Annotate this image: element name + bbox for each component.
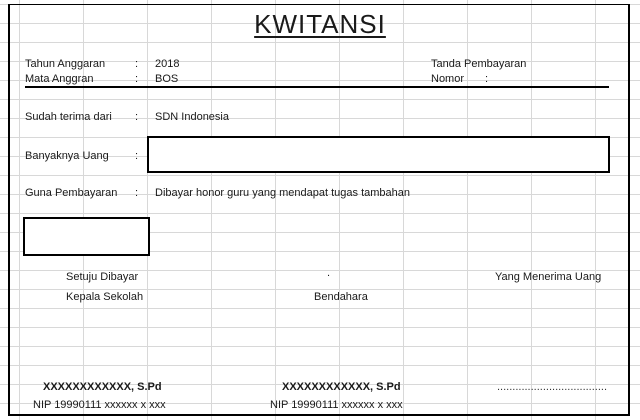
tahun-anggaran-label: Tahun Anggaran xyxy=(25,58,106,70)
bendahara-name: XXXXXXXXXXXX, S.Pd xyxy=(282,381,401,393)
yang-menerima-label: Yang Menerima Uang xyxy=(495,271,602,283)
setuju-dibayar-label: Setuju Dibayar xyxy=(66,271,139,283)
tanda-pembayaran-label: Tanda Pembayaran xyxy=(431,58,527,70)
guna-pembayaran-sep: : xyxy=(135,187,139,199)
guna-pembayaran-label: Guna Pembayaran xyxy=(25,187,118,199)
mata-anggaran-value: BOS xyxy=(155,73,179,85)
penerima-signature-line: .................................... xyxy=(497,381,608,393)
kepala-sekolah-nip: NIP 19990111 xxxxxx x xxx xyxy=(33,399,166,411)
kepala-sekolah-label: Kepala Sekolah xyxy=(66,291,144,303)
kepala-sekolah-name: XXXXXXXXXXXX, S.Pd xyxy=(43,381,162,393)
bendahara-nip: NIP 19990111 xxxxxx x xxx xyxy=(270,399,403,411)
tahun-anggaran-sep: : xyxy=(135,58,139,70)
amount-figure-box[interactable] xyxy=(23,217,150,256)
guna-pembayaran-value: Dibayar honor guru yang mendapat tugas tambahan xyxy=(155,187,411,199)
nomor-sep: : xyxy=(485,73,489,85)
receipt-title: KWITANSI xyxy=(254,9,386,39)
sudah-terima-label: Sudah terima dari xyxy=(25,111,112,123)
banyaknya-uang-sep: : xyxy=(135,150,139,162)
bendahara-label: Bendahara xyxy=(314,291,368,303)
mata-anggaran-sep: : xyxy=(135,73,139,85)
tahun-anggaran-value: 2018 xyxy=(155,58,180,70)
mata-anggaran-label: Mata Anggran xyxy=(25,73,94,85)
banyaknya-uang-box[interactable] xyxy=(147,136,610,173)
sudah-terima-value: SDN Indonesia xyxy=(155,111,229,123)
header-divider xyxy=(25,86,609,88)
banyaknya-uang-label: Banyaknya Uang xyxy=(25,150,109,162)
nomor-label: Nomor xyxy=(431,73,465,85)
center-mark: . xyxy=(327,267,331,279)
sudah-terima-sep: : xyxy=(135,111,139,123)
